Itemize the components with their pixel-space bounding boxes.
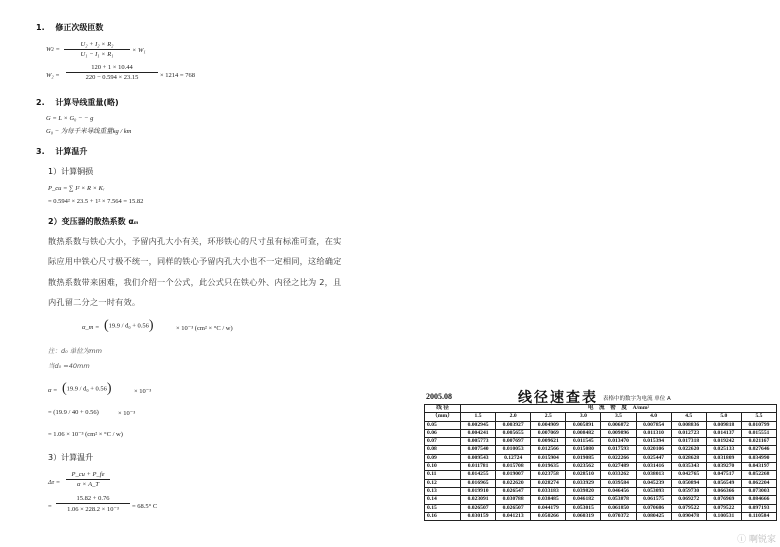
current-cell: 0.043197 — [741, 463, 776, 471]
diameter-cell: 0.07 — [425, 438, 461, 446]
current-cell: 0.041213 — [496, 512, 531, 520]
current-cell: 0.020106 — [636, 446, 671, 454]
current-cell: 0.003927 — [496, 421, 531, 429]
current-cell: 0.005891 — [566, 421, 601, 429]
current-cell: 0.019635 — [531, 463, 566, 471]
diameter-cell: 0.09 — [425, 454, 461, 462]
current-cell: 0.023091 — [461, 496, 496, 504]
current-cell: 0.046456 — [601, 487, 636, 495]
density-column-header: 3.5 — [601, 413, 636, 421]
current-cell: 0.056549 — [706, 479, 741, 487]
current-cell: 0.097193 — [741, 504, 776, 512]
current-cell: 0.061850 — [601, 504, 636, 512]
current-cell: 0.005655 — [496, 429, 531, 437]
current-cell: 0.015708 — [496, 463, 531, 471]
weight-note: G₀ − 为每千米导线重量kg / km — [46, 128, 132, 135]
current-cell: 0.073003 — [741, 487, 776, 495]
diameter-cell: 0.06 — [425, 429, 461, 437]
current-cell: 0.015080 — [566, 446, 601, 454]
current-cell: 0.090478 — [671, 512, 706, 520]
current-cell: 0.061575 — [636, 496, 671, 504]
current-cell: 0.025133 — [706, 446, 741, 454]
current-cell: 0.100531 — [706, 512, 741, 520]
density-column-header: 2.0 — [496, 413, 531, 421]
current-cell: 0.070372 — [601, 512, 636, 520]
w2-tail: × W₁ — [132, 47, 146, 54]
section-title: 计算导线重量(略) — [55, 98, 119, 107]
current-cell: 0.028274 — [531, 479, 566, 487]
current-cell: 0.110584 — [741, 512, 776, 520]
current-cell: 0.042765 — [671, 471, 706, 479]
alpha-lhs: α = — [48, 387, 58, 394]
current-cell: 0.019242 — [706, 438, 741, 446]
current-cell: 0.017593 — [601, 446, 636, 454]
current-cell: 0.008482 — [566, 429, 601, 437]
table-row — [425, 463, 777, 471]
current-cell: 0.066366 — [706, 487, 741, 495]
current-cell: 0.005773 — [461, 438, 496, 446]
table-header-row — [425, 405, 777, 413]
current-cell: 0.070686 — [636, 504, 671, 512]
diameter-cell: 0.12 — [425, 479, 461, 487]
current-cell: 0.050266 — [531, 512, 566, 520]
note-condition: 当d₀ =40mm — [48, 362, 90, 370]
current-cell: 0.022266 — [601, 454, 636, 462]
current-cell: 0.035343 — [671, 463, 706, 471]
dt2-eq: = — [48, 503, 52, 510]
current-cell: 0.059730 — [671, 487, 706, 495]
table-row — [425, 471, 777, 479]
current-cell: 0.052268 — [741, 471, 776, 479]
w2b-lhs: W₂ = — [46, 72, 60, 79]
section-title: 修正次级匝数 — [55, 23, 104, 32]
current-cell: 0.033262 — [601, 471, 636, 479]
current-cell: 0.033183 — [531, 487, 566, 495]
watermark: ⓘ 啊锐家 — [737, 535, 776, 545]
current-cell: 0.011545 — [566, 438, 601, 446]
current-cell: 0.028628 — [671, 454, 706, 462]
current-cell: 0.016965 — [461, 479, 496, 487]
current-cell: 0.023758 — [531, 471, 566, 479]
paragraph-line: 际应用中铁心尺寸极不统一，同样的铁心予留内孔大小也不一定相同，这给确定 — [48, 256, 342, 266]
table-row — [425, 429, 777, 437]
current-cell: 0.026507 — [496, 504, 531, 512]
alpha-expr: (19.9 / d₀ + 0.56) — [62, 381, 112, 396]
section-number: 1. — [36, 23, 45, 32]
current-cell: 0.011781 — [461, 463, 496, 471]
current-cell: 0.008836 — [671, 421, 706, 429]
w2b-fraction: 120 + 1 × 10.44 220 − 0.594 × 23.15 — [66, 64, 158, 81]
subsection-temperature-rise: 3）计算温升 — [48, 453, 94, 462]
subsection-heat-coefficient: 2）变压器的散热系数 αm — [48, 217, 139, 226]
header-current-density: 电 流 密 度 A/mm² — [461, 405, 777, 413]
alpha-substituted: = (19.9 / 40 + 0.56) — [48, 409, 99, 416]
alpha-m-lhs: α_m = — [82, 324, 100, 331]
density-column-header: 1.5 — [461, 413, 496, 421]
dt2-fraction: 15.82 + 0.76 1.06 × 228.2 × 10⁻³ — [56, 495, 130, 513]
current-cell: 0.010053 — [496, 446, 531, 454]
current-cell: 0.053015 — [566, 504, 601, 512]
diameter-cell: 0.15 — [425, 504, 461, 512]
diameter-cell: 0.08 — [425, 446, 461, 454]
current-cell: 0.017318 — [671, 438, 706, 446]
diameter-cell: 0.13 — [425, 487, 461, 495]
table-row — [425, 454, 777, 462]
alpha-result: = 1.06 × 10⁻³ (cm² × °C / w) — [48, 431, 123, 438]
table-row — [425, 487, 777, 495]
table-row — [425, 512, 777, 520]
current-cell: 0.069272 — [671, 496, 706, 504]
current-cell: 0.009818 — [706, 421, 741, 429]
section-3-heading — [36, 146, 87, 157]
current-cell: 0.034990 — [741, 454, 776, 462]
current-cell: 0.004241 — [461, 429, 496, 437]
current-cell: 0.014255 — [461, 471, 496, 479]
table-row — [425, 504, 777, 512]
table-row — [425, 479, 777, 487]
current-cell: 0.015551 — [741, 429, 776, 437]
current-cell: 0.019085 — [566, 454, 601, 462]
section-title: 计算温升 — [55, 147, 88, 156]
current-cell: 0.006872 — [601, 421, 636, 429]
header-diameter: 线 径 — [425, 405, 461, 413]
table-date: 2005.08 — [426, 392, 452, 401]
current-cell: 0.030788 — [496, 496, 531, 504]
density-column-header: 5.0 — [706, 413, 741, 421]
current-cell: 0.022620 — [496, 479, 531, 487]
copper-loss-formula: P_cu = ∑ I² × R × Kᵣ — [48, 185, 105, 192]
table-row — [425, 496, 777, 504]
table-row — [425, 446, 777, 454]
current-cell: 0.004909 — [531, 421, 566, 429]
current-cell: 0.019910 — [461, 487, 496, 495]
section-number: 2. — [36, 98, 45, 107]
w2-fraction: U₂ + I₂ × R₂ U₁ − I₁ × R₁ — [64, 41, 130, 58]
current-cell: 0.076969 — [706, 496, 741, 504]
current-cell: 0.033929 — [566, 479, 601, 487]
current-cell: 0.009543 — [461, 454, 496, 462]
current-cell: 0.015394 — [636, 438, 671, 446]
alpha-tail: × 10⁻³ — [134, 388, 152, 395]
diameter-cell: 0.16 — [425, 512, 461, 520]
w2b-tail: × 1214 = 768 — [160, 72, 195, 79]
density-column-header: 2.5 — [531, 413, 566, 421]
table-row — [425, 421, 777, 429]
note-unit: 注：d₀ 单位为mm — [48, 347, 102, 355]
section-2-heading — [36, 97, 119, 108]
paragraph-line: 散热系数带来困难，我们介绍一个公式，此公式只在铁心外、内径之比为 2，且 — [48, 277, 342, 287]
current-cell: 0.079522 — [706, 504, 741, 512]
current-cell: 0.014137 — [706, 429, 741, 437]
current-cell: 0.015904 — [531, 454, 566, 462]
current-cell: 0.022620 — [671, 446, 706, 454]
current-cell: 0.038485 — [531, 496, 566, 504]
current-cell: 0.053093 — [636, 487, 671, 495]
current-cell: 0.025447 — [636, 454, 671, 462]
current-cell: 0.026547 — [496, 487, 531, 495]
current-cell: 0.053878 — [601, 496, 636, 504]
section-1-heading — [36, 22, 103, 33]
table-column-row — [425, 413, 777, 421]
current-cell: 0.007854 — [636, 421, 671, 429]
current-cell: 0.026507 — [461, 504, 496, 512]
current-cell: 0.030159 — [461, 512, 496, 520]
current-cell: 0.062204 — [741, 479, 776, 487]
current-cell: 0.044179 — [531, 504, 566, 512]
current-cell: 0.002945 — [461, 421, 496, 429]
current-cell: 0.012723 — [671, 429, 706, 437]
current-cell: 0.023562 — [566, 463, 601, 471]
density-column-header: 4.0 — [636, 413, 671, 421]
current-cell: 0.007540 — [461, 446, 496, 454]
current-cell: 0.12724 — [496, 454, 531, 462]
current-cell: 0.031809 — [706, 454, 741, 462]
current-cell: 0.079522 — [671, 504, 706, 512]
current-cell: 0.009621 — [531, 438, 566, 446]
subsection-copper-loss: 1）计算铜损 — [48, 167, 94, 176]
current-cell: 0.039584 — [601, 479, 636, 487]
table-title: 线径速查表 — [518, 390, 598, 406]
section-number: 3. — [36, 147, 45, 156]
current-cell: 0.027489 — [601, 463, 636, 471]
w2-formula: W2 = — [46, 46, 60, 53]
paragraph-line: 散热系数与铁心大小，予留内孔大小有关，环形铁心的尺寸虽有标准可查，在实 — [48, 236, 342, 246]
weight-formula: G = L × G₀ − − g — [46, 115, 94, 122]
current-cell: 0.039270 — [706, 463, 741, 471]
current-cell: 0.031416 — [636, 463, 671, 471]
current-cell: 0.012566 — [531, 446, 566, 454]
current-cell: 0.021167 — [741, 438, 776, 446]
copper-loss-value: = 0.594² × 23.5 + 1² × 7.564 = 15.82 — [48, 198, 144, 205]
wire-gauge-table — [424, 404, 777, 521]
diameter-cell: 0.14 — [425, 496, 461, 504]
density-column-header: 5.5 — [741, 413, 776, 421]
alpha-m-tail: × 10⁻³ (cm² × °C / w) — [176, 325, 233, 332]
current-cell: 0.050894 — [671, 479, 706, 487]
current-cell: 0.039820 — [566, 487, 601, 495]
table-description: 表格中的数字为电流 单位 A — [603, 396, 671, 402]
current-cell: 0.080425 — [636, 512, 671, 520]
current-cell: 0.013470 — [601, 438, 636, 446]
paragraph-line: 内孔留二分之一时有效。 — [48, 297, 141, 307]
current-cell: 0.019007 — [496, 471, 531, 479]
table-row — [425, 438, 777, 446]
current-cell: 0.011310 — [636, 429, 671, 437]
dt-fraction: P_cu + P_fe α × A_T — [66, 471, 110, 488]
dt2-tail: = 68.5° C — [132, 503, 158, 510]
current-cell: 0.045239 — [636, 479, 671, 487]
diameter-cell: 0.05 — [425, 421, 461, 429]
header-diameter-unit: （mm） — [425, 413, 461, 421]
current-cell: 0.009896 — [601, 429, 636, 437]
current-cell: 0.010799 — [741, 421, 776, 429]
density-column-header: 4.5 — [671, 413, 706, 421]
current-cell: 0.038013 — [636, 471, 671, 479]
current-cell: 0.046182 — [566, 496, 601, 504]
dt-lhs: Δτ = — [48, 479, 61, 486]
alpha-substituted-tail: × 10⁻³ — [118, 410, 136, 417]
current-cell: 0.084666 — [741, 496, 776, 504]
current-cell: 0.027646 — [741, 446, 776, 454]
current-cell: 0.007697 — [496, 438, 531, 446]
current-cell: 0.047517 — [706, 471, 741, 479]
alpha-m-expr: (19.9 / d₀ + 0.56) — [104, 318, 154, 333]
density-column-header: 3.0 — [566, 413, 601, 421]
current-cell: 0.007069 — [531, 429, 566, 437]
diameter-cell: 0.10 — [425, 463, 461, 471]
current-cell: 0.060319 — [566, 512, 601, 520]
diameter-cell: 0.11 — [425, 471, 461, 479]
current-cell: 0.028510 — [566, 471, 601, 479]
